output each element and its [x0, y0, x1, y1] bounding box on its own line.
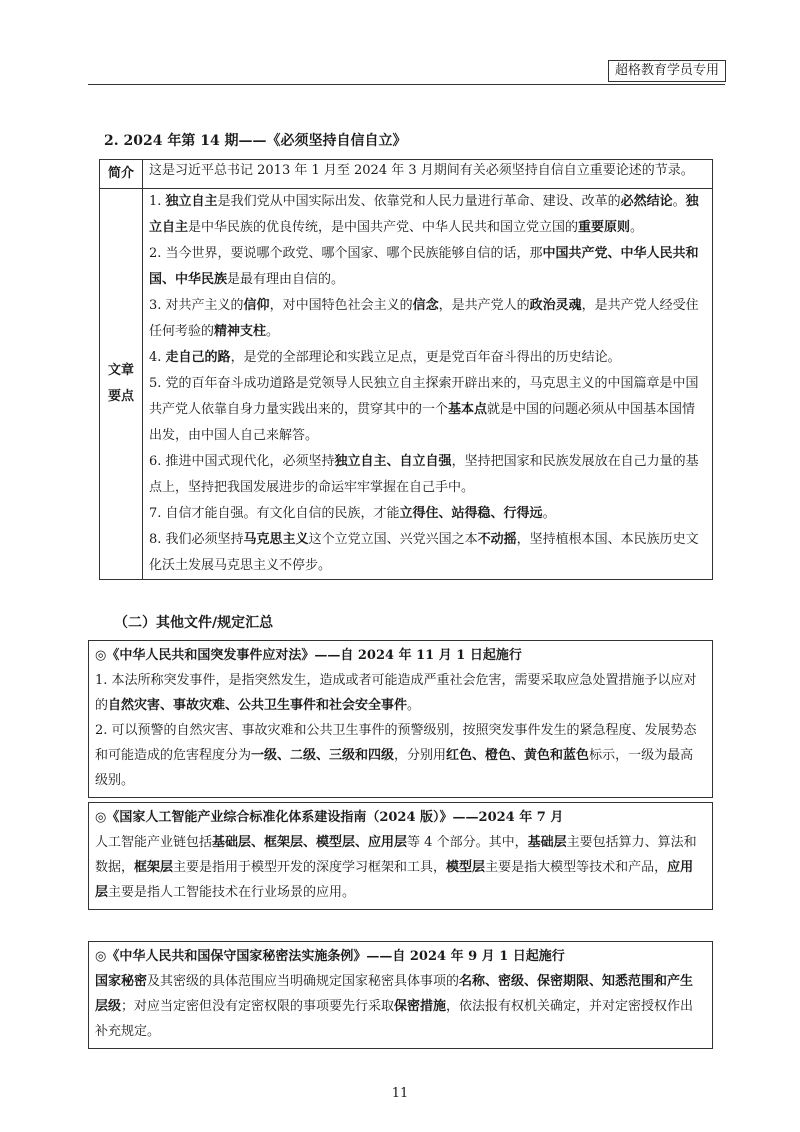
bold-term: 重要原则 — [578, 220, 631, 235]
bold-term: 红色、橙色、黄色和蓝色 — [446, 748, 590, 763]
text-run: 人工智能产业链包括 — [95, 835, 213, 850]
intro-row — [100, 160, 713, 189]
point-item — [149, 189, 706, 241]
text-run: 主要是指用于模型开发的深度学习框架和工具， — [173, 860, 447, 875]
text-run: 8. 我们必须坚持 — [149, 532, 244, 547]
text-run: 4. — [149, 350, 166, 365]
box-title: ◎《中华人民共和国保守国家秘密法实施条例》——自 2024 年 9 月 1 日起施行 — [95, 949, 565, 964]
bold-term: 独立自主 — [165, 194, 218, 209]
box-title: ◎《中华人民共和国突发事件应对法》——自 2024 年 11 月 1 日起施行 — [95, 648, 522, 663]
text-run: 等 4 个部分。其中， — [407, 835, 528, 850]
point-item — [149, 293, 706, 345]
bold-term: 模型层 — [446, 860, 486, 875]
intro-text: 这是习近平总书记 2013 年 1 月至 2024 年 3 月期间有关必须坚持自信自立重要论述的节录。 — [143, 160, 713, 189]
point-item — [149, 345, 706, 371]
bold-term: 名称、密级、保密期限、知悉范围和产生层级 — [95, 974, 694, 1014]
regulation-box-emergency — [88, 640, 713, 798]
point-item — [149, 371, 706, 449]
bold-term: 基础层 — [527, 835, 567, 850]
section-title: 2. 2024 年第 14 期——《必须坚持自信自立》 — [104, 133, 407, 149]
bold-term: 必然结论 — [620, 194, 673, 209]
text-run: 2. 可以预警的自然灾害、事故灾难和公共卫生事件的预警级别，按照突发事件发生的紧急程度、发展势态和可能造成的危害程度分为 — [95, 723, 697, 763]
bold-term: 中国共产党、中华人民共和国、中华民族 — [149, 246, 699, 287]
bold-term: 信仰 — [243, 298, 270, 313]
text-run: 5. 党的百年奋斗成功道路是党领导人民独立自主探索开辟出来的，马克思主义的中国篇章是中国共产党人依靠自身力量实践出来的，贯穿其中的一个 — [149, 376, 699, 417]
point-item — [149, 449, 706, 501]
text-run: 。 — [407, 698, 421, 713]
text-run: ；对应当定密但没有定密权限的事项要先行采取 — [121, 999, 395, 1014]
bold-term: 保密措施 — [394, 999, 447, 1014]
text-run: 1. 本法所称突发事件，是指突然发生，造成或者可能造成严重社会危害，需要采取应急处置措施予以应对的 — [95, 673, 697, 713]
intro-label: 简介 — [100, 160, 143, 189]
bold-term: 政治灵魂 — [529, 298, 582, 313]
text-run: ，是共产党人经受住任何考验的 — [149, 298, 699, 339]
box-paragraph — [95, 718, 706, 793]
points-label-line2: 要点 — [107, 389, 134, 404]
text-run: 3. 对共产主义的 — [149, 298, 244, 313]
bold-term: 国家秘密 — [95, 974, 148, 989]
point-item — [149, 241, 706, 293]
point-item — [149, 527, 706, 579]
text-run: 。 — [542, 506, 556, 521]
bold-term: 信念 — [412, 298, 439, 313]
points-label-line1: 文章 — [107, 363, 134, 378]
subsection-title: （二）其他文件/规定汇总 — [114, 615, 274, 631]
bold-term: 一级、二级、三级和四级 — [251, 748, 395, 763]
bold-term: 框架层 — [134, 860, 174, 875]
text-run: 主要是指大模型等技术和产品， — [485, 860, 668, 875]
text-run: 就是中国的问题必须从中国基本国情出发，由中国人自己来解答。 — [149, 402, 696, 443]
box-title: ◎《国家人工智能产业综合标准化体系建设指南（2024 版）》——2024 年 7 月 — [95, 810, 564, 825]
regulation-box-state-secrets — [88, 941, 713, 1049]
summary-table — [99, 159, 713, 580]
bold-term: 基本点 — [448, 402, 488, 417]
points-row — [100, 189, 713, 580]
text-run: ，坚持把国家和民族发展放在自己力量的基点上，坚持把我国发展进步的命运牢牢掌握在自己手中。 — [149, 454, 699, 495]
bold-term: 精神支柱 — [214, 324, 267, 339]
text-run: 6. 推进中国式现代化，必须坚持 — [149, 454, 335, 469]
text-run: ，是共产党人的 — [438, 298, 530, 313]
text-run: 这个立党立国、兴党兴国之本 — [308, 532, 478, 547]
box-paragraph — [95, 969, 706, 1044]
bold-term: 独立自主 — [149, 194, 699, 235]
header-rule — [88, 84, 725, 85]
text-run: 是最有理由自信的。 — [227, 272, 345, 287]
box-paragraph — [95, 830, 706, 905]
text-run: 是我们党从中国实际出发、依靠党和人民力量进行革命、建设、改革的 — [217, 194, 621, 209]
text-run: 2. 当今世界，要说哪个政党、哪个国家、哪个民族能够自信的话，那 — [149, 246, 543, 261]
points-list — [143, 189, 713, 580]
point-item — [149, 501, 706, 527]
text-run: 。 — [630, 220, 644, 235]
bold-term: 独立自主、自立自强 — [334, 454, 452, 469]
text-run: ，坚持植根本国、本民族历史文化沃土发展马克思主义不停步。 — [149, 532, 699, 573]
text-run: 1. — [149, 194, 166, 209]
box-paragraph — [95, 668, 706, 718]
bold-term: 马克思主义 — [243, 532, 309, 547]
text-run: ，依法报有权机关确定，并对定密授权作出补充规定。 — [95, 999, 694, 1039]
text-run: 标示，一级为最高级别。 — [95, 748, 694, 788]
text-run: 是中华民族的优良传统，是中国共产党、中华人民共和国立党立国的 — [188, 220, 579, 235]
bold-term: 不动摇 — [477, 532, 517, 547]
bold-term: 自然灾害、事故灾难、公共卫生事件和社会安全事件 — [108, 698, 408, 713]
bold-term: 应用层 — [95, 860, 694, 900]
text-run: ，是党的全部理论和实践立足点，更是党百年奋斗得出的历史结论。 — [230, 350, 621, 365]
header-badge: 超格教育学员专用 — [608, 60, 726, 82]
text-run: ，对中国特色社会主义的 — [269, 298, 413, 313]
text-run: 。 — [672, 194, 686, 209]
text-run: ，分别用 — [394, 748, 447, 763]
points-label — [100, 189, 143, 580]
text-run: 及其密级的具体范围应当明确规定国家秘密具体事项的 — [147, 974, 460, 989]
regulation-box-ai-standards — [88, 802, 713, 910]
text-run: 主要包括算力、算法和数据， — [95, 835, 697, 875]
text-run: 7. 自信才能自强。有文化自信的民族，才能 — [149, 506, 400, 521]
bold-term: 基础层、框架层、模型层、应用层 — [212, 835, 408, 850]
bold-term: 走自己的路 — [165, 350, 231, 365]
text-run: 主要是指人工智能技术在行业场景的应用。 — [108, 885, 356, 900]
page-number: 11 — [391, 1086, 409, 1101]
text-run: 。 — [266, 324, 280, 339]
bold-term: 立得住、站得稳、行得远 — [399, 506, 543, 521]
